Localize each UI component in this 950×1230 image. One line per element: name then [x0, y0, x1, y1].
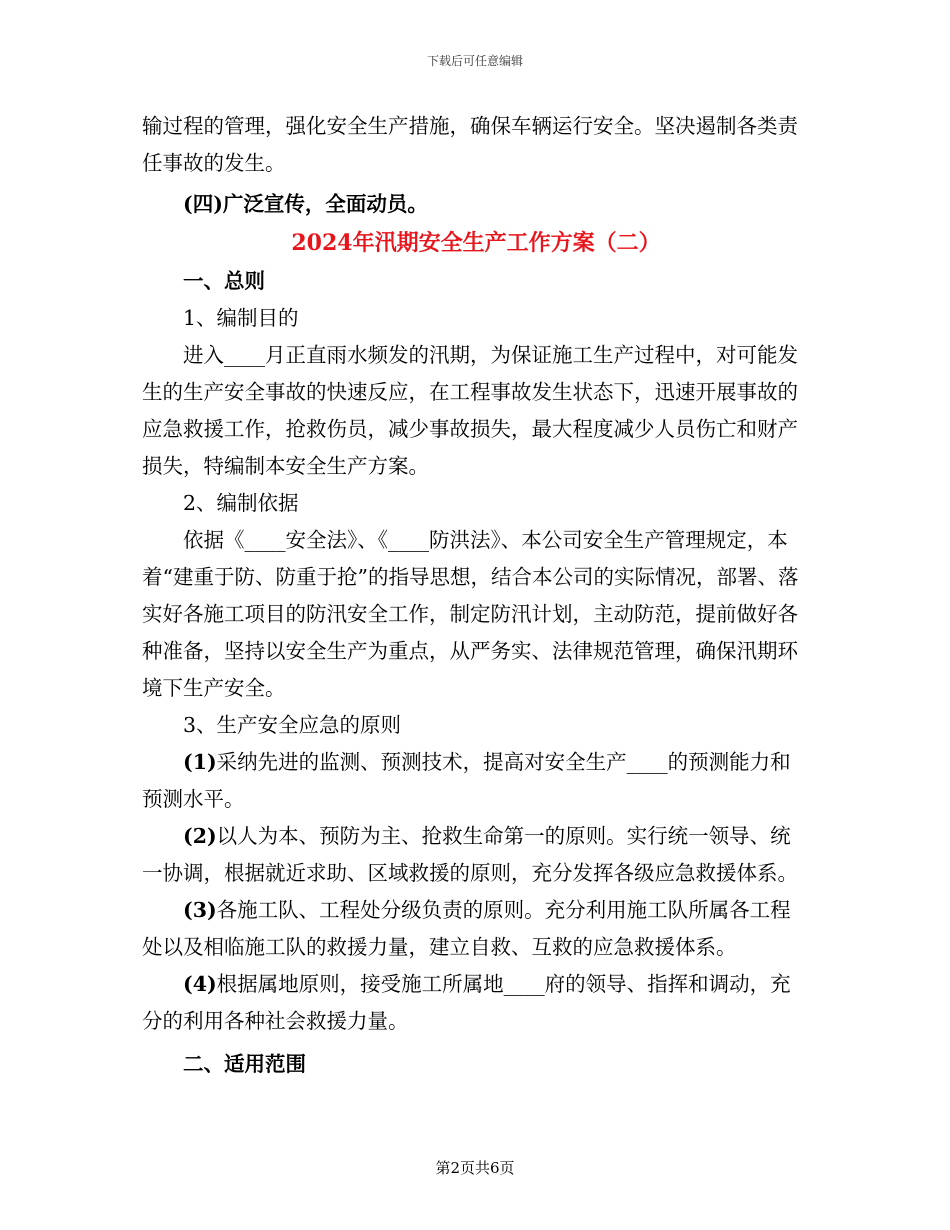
- item-number: (3): [183, 898, 217, 922]
- document-body: [142, 108, 810, 1083]
- item-number: (4): [183, 972, 217, 996]
- item-text: 采纳先进的监测、预测技术，提高对安全生产____的预测能力和预测水平。: [142, 750, 791, 811]
- heading-general-principles: 一、总则: [183, 269, 265, 293]
- document-title: 2024年汛期安全生产工作方案（二）: [291, 230, 661, 256]
- principle-item-1: [142, 744, 810, 818]
- item-number: (2): [183, 824, 217, 848]
- paragraph-continuation: 输过程的管理，强化安全生产措施，确保车辆运行安全。坚决遏制各类责任事故的发生。: [142, 114, 798, 175]
- section-heading-4: (四)广泛宣传，全面动员。: [183, 192, 428, 216]
- item-number: (1): [183, 750, 217, 774]
- heading-scope: 二、适用范围: [183, 1052, 306, 1076]
- principle-item-3: [142, 892, 810, 966]
- principle-item-4: [142, 966, 810, 1040]
- subheading-basis: 2、编制依据: [183, 491, 299, 515]
- principle-item-2: [142, 818, 810, 892]
- subheading-purpose: 1、编制目的: [183, 306, 299, 330]
- paragraph-purpose: 进入____月正直雨水频发的汛期，为保证施工生产过程中，对可能发生的生产安全事故的快速反应，在工程事故发生状态下，迅速开展事故的应急救援工作，抢救伤员，减少事故损失，最大程度减少人员伤亡和财产损失，特编制本安全生产方案。: [142, 343, 798, 478]
- item-text: 以人为本、预防为主、抢救生命第一的原则。实行统一领导、统一协调，根据就近求助、区域救援的原则，充分发挥各级应急救援体系。: [142, 824, 798, 885]
- item-text: 各施工队、工程处分级负责的原则。充分利用施工队所属各工程处以及相临施工队的救援力量，建立自救、互救的应急救援体系。: [142, 898, 791, 959]
- subheading-principles: 3、生产安全应急的原则: [183, 713, 402, 737]
- paragraph-basis: 依据《____安全法》、《____防洪法》、本公司安全生产管理规定，本着“建重于防、防重于抢”的指导思想，结合本公司的实际情况，部署、落实好各施工项目的防汛安全工作，制定防汛计划，主动防范，提前做好各种准备，坚持以安全生产为重点，从严务实、法律规范管理，确保汛期环境下生产安全。: [142, 528, 799, 700]
- item-text: 根据属地原则，接受施工所属地____府的领导、指挥和调动，充分的利用各种社会救援力量。: [142, 972, 791, 1033]
- page-footer: 第2页共6页: [435, 1159, 515, 1177]
- page-header: 下载后可任意编辑: [426, 54, 523, 68]
